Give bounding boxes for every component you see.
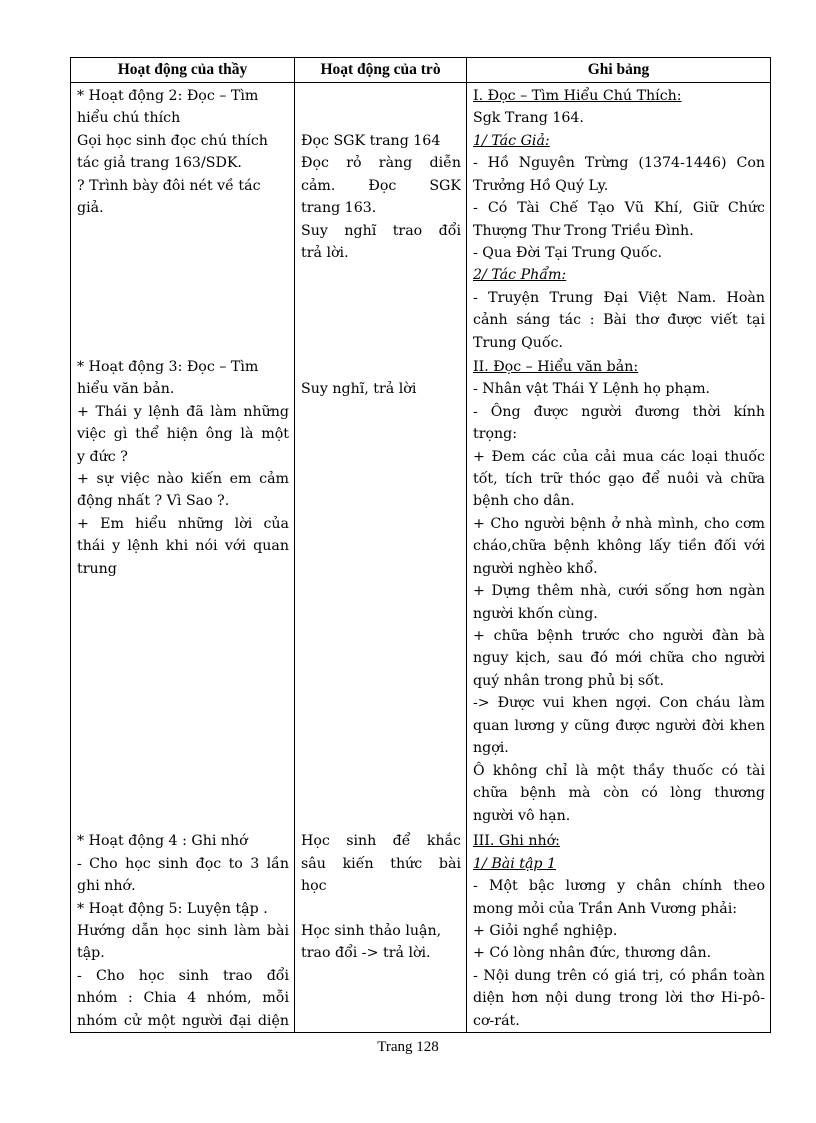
board-line: Trung Quốc. xyxy=(473,335,564,351)
board-line: - Qua Đời Tại Trung Quốc. xyxy=(473,245,663,261)
board-line: người vô hạn. xyxy=(473,808,571,824)
student-line: trang 163. xyxy=(301,200,377,216)
teacher-line: động nhất ? Vì Sao ?. xyxy=(77,493,230,509)
board-line: cảnh sáng tác : Bài thơ được viết tại xyxy=(473,312,765,328)
board-line: + Cho người bệnh ở nhà mình, cho cơm xyxy=(473,516,765,532)
board-line: quan lương y cũng được người đời khen xyxy=(473,718,765,734)
board-heading: I. Đọc – Tìm Hiểu Chú Thích: xyxy=(473,88,682,104)
teacher-line: tập. xyxy=(77,945,105,961)
board-line: Sgk Trang 164. xyxy=(473,110,584,126)
teacher-line: hiểu chú thích xyxy=(77,110,181,126)
board-line: -> Được vui khen ngợi. Con cháu làm xyxy=(473,695,765,711)
board-line: - Có Tài Chế Tạo Vũ Khí, Giữ Chức xyxy=(473,200,765,216)
teacher-line: Gọi học sinh đọc chú thích xyxy=(77,133,268,149)
teacher-line: + sự việc nào kiến em cảm xyxy=(77,471,289,487)
board-line: - Nhân vật Thái Y Lệnh họ phạm. xyxy=(473,381,711,397)
board-line: diện hơn nội dung trong lời thơ Hi-pô- xyxy=(473,990,765,1006)
header-student: Hoạt động của trò xyxy=(295,58,467,83)
board-subheading: 1/ Tác Giả: xyxy=(473,133,550,149)
board-line: - Truyện Trung Đại Việt Nam. Hoàn xyxy=(473,290,765,306)
student-line: Học sinh để khắc xyxy=(301,833,461,849)
board-line: - Ông được người đương thời kính xyxy=(473,404,765,420)
teacher-line: nhóm cử một người đại diện xyxy=(77,1013,289,1029)
header-teacher: Hoạt động của thầy xyxy=(71,58,295,83)
teacher-line: - Cho học sinh đọc to 3 lần xyxy=(77,856,289,872)
teacher-line: Hướng dẫn học sinh làm bài xyxy=(77,923,289,939)
teacher-line: * Hoạt động 3: Đọc – Tìm xyxy=(77,359,259,375)
student-line: sâu kiến thức bài xyxy=(301,856,461,872)
teacher-line: * Hoạt động 2: Đọc – Tìm xyxy=(77,88,259,104)
board-line: cháo,chữa bệnh không lấy tiền đối với xyxy=(473,538,765,554)
teacher-line: tác giả trang 163/SDK. xyxy=(77,155,242,171)
board-line: ngợi. xyxy=(473,740,509,756)
teacher-line: y đức ? xyxy=(77,449,128,465)
teacher-line: - Cho học sinh trao đổi xyxy=(77,968,289,984)
board-line: người nghèo khổ. xyxy=(473,561,598,577)
teacher-cell xyxy=(71,83,295,1033)
board-line: Trưởng Hồ Quý Ly. xyxy=(473,178,609,194)
table-header-row xyxy=(71,58,771,83)
teacher-line: + Em hiểu những lời của xyxy=(77,516,289,532)
teacher-line: thái y lệnh khi nói với quan xyxy=(77,538,289,554)
board-column xyxy=(467,83,770,1032)
teacher-line: trung xyxy=(77,561,117,577)
student-line: Đọc rỏ ràng diễn xyxy=(301,155,461,171)
teacher-line: ghi nhớ. xyxy=(77,878,136,894)
board-line: mong mỏi của Trần Anh Vương phải: xyxy=(473,901,738,917)
board-subheading: 1/ Bài tập 1 xyxy=(473,856,557,872)
board-line: quý nhân trong phủ bị sốt. xyxy=(473,673,665,689)
teacher-line: ? Trình bày đôi nét về tác xyxy=(77,178,261,194)
student-cell xyxy=(295,83,467,1033)
student-line: Suy nghĩ trao đổi xyxy=(301,223,461,239)
board-line: cơ-rát. xyxy=(473,1013,520,1029)
student-line: cảm. Đọc SGK xyxy=(301,178,461,194)
teacher-line: * Hoạt động 5: Luyện tập . xyxy=(77,901,268,917)
board-line: chữa bệnh mà còn có lòng thương xyxy=(473,785,765,801)
board-line: người khốn cùng. xyxy=(473,606,598,622)
board-line: bệnh cho dân. xyxy=(473,493,575,509)
teacher-column xyxy=(71,83,294,1032)
teacher-line: + Thái y lệnh đã làm những xyxy=(77,404,289,420)
board-line: + chữa bệnh trước cho người đàn bà xyxy=(473,628,765,644)
lesson-table xyxy=(70,57,771,1033)
board-line: + Giỏi nghề nghiệp. xyxy=(473,923,618,939)
board-line: - Nội dung trên có giá trị, có phần toàn xyxy=(473,968,765,984)
student-line: Học sinh thảo luận, xyxy=(301,923,442,939)
student-column xyxy=(295,83,466,1032)
teacher-line: hiểu văn bản. xyxy=(77,381,175,397)
board-line: Thượng Thư Trong Triều Đình. xyxy=(473,223,694,239)
teacher-line: * Hoạt động 4 : Ghi nhớ xyxy=(77,833,248,849)
page-number: Trang 128 xyxy=(377,1039,439,1055)
board-line: - Hồ Nguyên Trừng (1374-1446) Con xyxy=(473,155,765,171)
table-content-row xyxy=(71,83,771,1033)
board-line: nguy kịch, sau đó mới chữa cho người xyxy=(473,650,765,666)
board-line: + Đem các của cải mua các loại thuốc xyxy=(473,449,765,465)
teacher-line: việc gì thể hiện ông là một xyxy=(77,426,289,442)
student-line: trả lời. xyxy=(301,245,349,261)
teacher-line: giả. xyxy=(77,200,104,216)
student-line: Suy nghĩ, trả lời xyxy=(301,381,417,397)
student-line: Đọc SGK trang 164 xyxy=(301,133,441,149)
board-line: Ô không chỉ là một thầy thuốc có tài xyxy=(473,763,765,779)
header-board: Ghi bảng xyxy=(467,58,771,83)
board-subheading: 2/ Tác Phẩm: xyxy=(473,267,567,283)
board-line: - Một bậc lương y chân chính theo xyxy=(473,878,765,894)
board-line: + Có lòng nhân đức, thương dân. xyxy=(473,945,712,961)
board-line: + Dựng thêm nhà, cưới sống hơn ngàn xyxy=(473,583,765,599)
board-cell xyxy=(467,83,771,1033)
board-line: tốt, tích trữ thóc gạo để nuôi và chữa xyxy=(473,471,765,487)
board-heading: II. Đọc – Hiểu văn bản: xyxy=(473,359,639,375)
student-line: trao đổi -> trả lời. xyxy=(301,945,431,961)
board-line: trọng: xyxy=(473,426,518,442)
student-line: học xyxy=(301,878,327,894)
teacher-line: nhóm : Chia 4 nhóm, mỗi xyxy=(77,990,289,1006)
board-heading: III. Ghi nhớ: xyxy=(473,833,560,849)
